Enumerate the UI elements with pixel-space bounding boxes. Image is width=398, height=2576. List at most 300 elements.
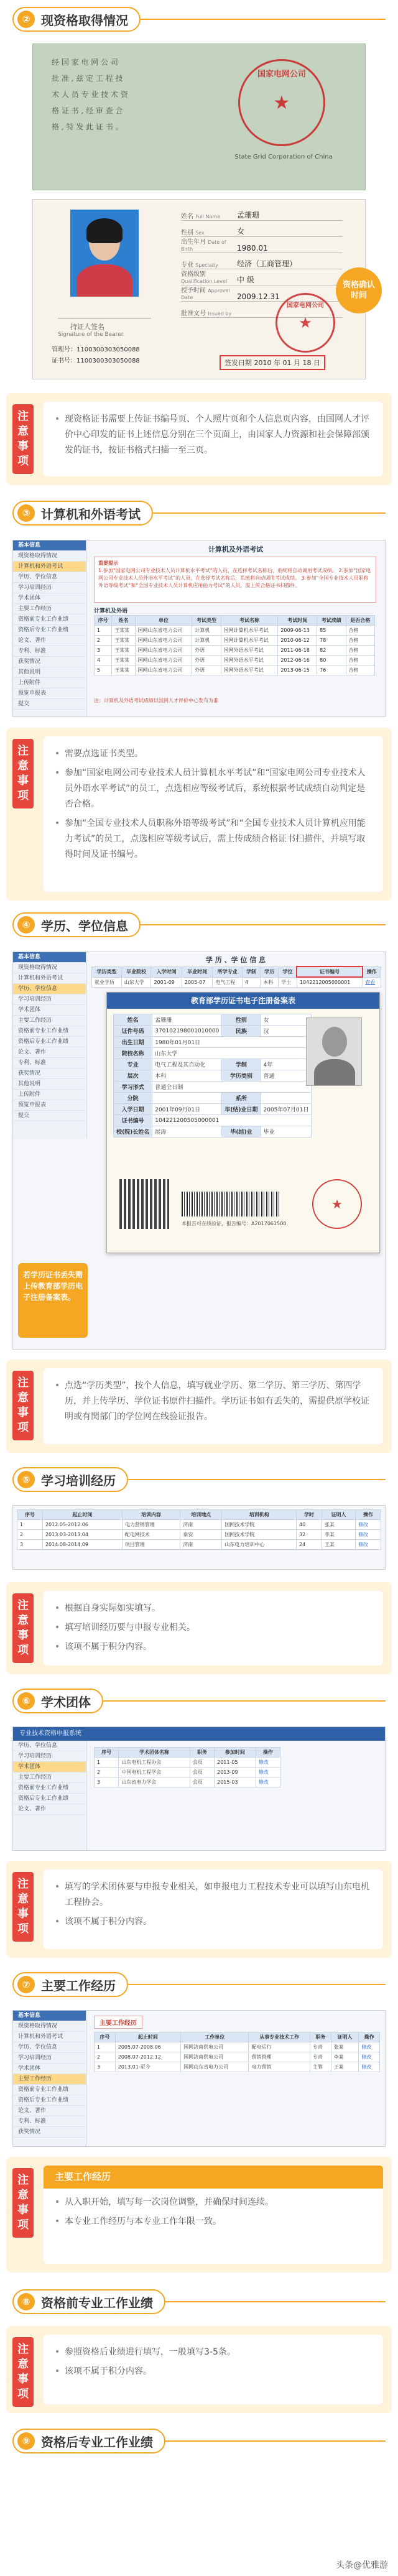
table-cell: 2005.07-2008.06: [115, 2042, 180, 2052]
work-screenshot: [12, 2010, 386, 2147]
table-row[interactable]: [95, 2062, 380, 2072]
sidebar-item[interactable]: 资格前专业工作业绩: [13, 1783, 86, 1794]
sidebar-item[interactable]: 上传附件: [13, 1090, 86, 1100]
sidebar-item[interactable]: 获奖情况: [13, 657, 86, 667]
table-cell: 76: [317, 665, 346, 675]
table-subtitle: 计算机及外语: [94, 608, 128, 614]
sidebar-item[interactable]: 主要工作经历: [13, 1016, 86, 1026]
column-header: 出生日期: [114, 1037, 152, 1048]
column-header: 证件号码: [114, 1026, 152, 1037]
sidebar-item[interactable]: 学习培训经历: [13, 2053, 86, 2064]
sidebar-item[interactable]: 现资格取得情况: [13, 963, 86, 973]
table-cell: 3: [95, 2062, 116, 2072]
field-label-en: Specialty: [195, 262, 218, 268]
notice-box: [94, 557, 376, 603]
table-cell: 2: [95, 1768, 119, 1777]
education-table: [91, 966, 381, 988]
sidebar-item[interactable]: 学历、学位信息: [13, 2042, 86, 2053]
notice-text: 1.参加“国家电网公司专业技术人员计算机水平考试”的人员，在选择考试名称后，系统将自动调用考试成绩。 2.参加“国家电网公司专业技术人员外语水平考试”的人员，在选择考试名称后，系统将自动调用考试成绩。 3.参加“全国专业技术人员职称外语等级考试”和“全国专业技术人员计算机应用能力考试”的人员，需上传合格证书扫描件。: [98, 568, 371, 588]
sidebar-item[interactable]: 提交: [13, 699, 86, 710]
table-cell: 王某某: [112, 636, 135, 646]
section-number: ⑦: [17, 1976, 35, 1993]
note-box-6: [6, 2157, 392, 2273]
sidebar-item[interactable]: 论文、著作: [13, 636, 86, 646]
table-row[interactable]: [95, 636, 375, 646]
column-header: 校(院)长姓名: [114, 1126, 152, 1137]
table-cell: 汉: [261, 1026, 312, 1037]
table-cell: 2013.03-2013.04: [42, 1530, 122, 1540]
field-label-en: Qualification Level: [181, 279, 228, 284]
edit-link[interactable]: 修改: [359, 2052, 380, 2062]
sidebar-item[interactable]: 基本信息: [13, 952, 86, 963]
note-item: • 该项不属于积分内容。: [55, 2364, 372, 2379]
table-cell: 国网济南供电公司: [181, 2052, 249, 2062]
column-header: 学历类别: [222, 1070, 261, 1082]
table-row[interactable]: [95, 665, 375, 675]
table-cell: 孟珊珊: [152, 1014, 222, 1026]
column-header: 起止时间: [115, 2032, 180, 2042]
table-cell: 2012.05-2012.06: [42, 1520, 122, 1530]
section-number: ⑧: [17, 2293, 35, 2310]
note-box-3: [6, 1360, 392, 1453]
table-cell: 合格: [346, 665, 374, 675]
section-header-6: [12, 1685, 386, 1717]
column-header: 培训内容: [122, 1510, 180, 1520]
issue-date-highlight: [220, 355, 325, 370]
table-row[interactable]: [95, 1768, 280, 1777]
column-header: 参加时间: [215, 1748, 256, 1758]
table-cell: 普通全日制: [152, 1082, 312, 1093]
table-row[interactable]: [95, 1758, 280, 1768]
table-cell: 王某某: [112, 665, 135, 675]
edit-link[interactable]: 修改: [256, 1777, 280, 1787]
sidebar-item-active[interactable]: 主要工作经历: [13, 2074, 86, 2085]
table-row[interactable]: [95, 656, 375, 665]
column-header: 学位: [279, 966, 297, 977]
table-cell: 学士: [279, 977, 297, 987]
column-header: 学历类型: [92, 966, 122, 977]
table-cell: [261, 1093, 312, 1104]
column-header: 序号: [17, 1510, 43, 1520]
sidebar-item[interactable]: 现资格取得情况: [13, 551, 86, 562]
table-row[interactable]: [95, 646, 375, 656]
column-header: 分院: [114, 1093, 152, 1104]
sidebar-nav: [13, 952, 86, 1139]
sidebar-item[interactable]: 资格后专业工作业绩: [13, 625, 86, 636]
field-label-en: Issued by: [208, 311, 232, 317]
signature-label: 持证人签名: [70, 323, 104, 331]
column-header: 序号: [95, 1748, 119, 1758]
table-cell: 王某某: [112, 626, 135, 636]
table-cell: 会员: [190, 1777, 214, 1787]
table-cell: 国网山东省电力公司: [135, 636, 192, 646]
report-table: [113, 1014, 312, 1137]
field-label: 姓名: [181, 213, 193, 220]
section-header-7: [12, 1969, 386, 2000]
issue-date-value: 2010 年 01 月 18 日: [254, 359, 320, 367]
sidebar-item[interactable]: 学习培训经历: [13, 994, 86, 1005]
table-cell: 4: [243, 977, 261, 987]
table-cell: 山东大学: [152, 1048, 312, 1059]
sidebar-item[interactable]: 基本信息: [13, 540, 86, 551]
table-cell: 4: [95, 656, 112, 665]
column-header: 考试成绩: [317, 616, 346, 626]
table-cell: 78: [317, 636, 346, 646]
table-cell: 王某某: [112, 656, 135, 665]
table-cell: 2013.01-至今: [115, 2062, 180, 2072]
sidebar-item[interactable]: 预览申报表: [13, 1100, 86, 1111]
sidebar-item[interactable]: 论文、著作: [13, 1804, 86, 1815]
table-cell: 2009-06-13: [278, 626, 317, 636]
cert-text-line: 术 人 员 专 业 技 术 资: [52, 90, 128, 99]
table-row[interactable]: [92, 977, 381, 987]
cert-text-line: 格 , 特 发 此 证 书 。: [52, 123, 123, 131]
table-cell: 王某某: [112, 646, 135, 656]
table-cell: 营销管理: [249, 2052, 310, 2062]
callout-qualification-date: 资格确认时间: [336, 267, 382, 313]
sidebar-item[interactable]: 学术团体: [13, 2064, 86, 2074]
column-header: 入学日期: [114, 1104, 152, 1115]
column-header: 职务: [190, 1748, 214, 1758]
table-cell: 2005年07月01日: [261, 1104, 312, 1115]
table-cell: 合格: [346, 636, 374, 646]
table-row[interactable]: [95, 2052, 380, 2062]
seal-english: State Grid Corporation of China: [234, 154, 333, 160]
field-value: 孟珊珊: [237, 211, 260, 220]
table-cell: 国网山东省电力公司: [135, 656, 192, 665]
column-header: 毕业时间: [182, 966, 212, 977]
sidebar-item[interactable]: 学历、学位信息: [13, 572, 86, 583]
column-header: 学习形式: [114, 1082, 152, 1093]
section-header-8: [12, 2286, 386, 2317]
column-header: 证明人: [331, 2032, 359, 2042]
sidebar-item[interactable]: 获奖情况: [13, 2127, 86, 2138]
edit-link[interactable]: 修改: [356, 1520, 381, 1530]
column-header: 层次: [114, 1070, 152, 1082]
section-header-4: [12, 909, 386, 940]
note-item: • 根据自身实际如实填写。: [55, 1601, 372, 1616]
sidebar-item[interactable]: 资格前专业工作业绩: [13, 1026, 86, 1037]
table-cell: 2015-03: [215, 1777, 256, 1787]
table-cell: 国网外语水平考试: [221, 656, 278, 665]
training-table: [17, 1509, 381, 1550]
section-number: ⑥: [17, 1692, 35, 1710]
table-footnote: 注：计算机及外语考试成绩以国网人才评价中心发布为准: [94, 698, 218, 703]
table-cell: 370102198001010000: [152, 1026, 222, 1037]
panel-title: 主要工作经历: [94, 2016, 142, 2029]
section-number: ③: [17, 504, 35, 522]
table-cell: 毕业: [261, 1126, 312, 1137]
sidebar-item[interactable]: 现资格取得情况: [13, 2021, 86, 2032]
table-cell: 4年: [261, 1059, 312, 1070]
field-value: 女: [237, 227, 245, 236]
sidebar-item-active[interactable]: 学术团体: [13, 1762, 86, 1772]
column-header: 姓名: [112, 616, 135, 626]
sidebar-item[interactable]: 学习培训经历: [13, 1751, 86, 1762]
table-cell: 2008.07-2012.12: [115, 2052, 180, 2062]
table-cell: 济南: [180, 1540, 222, 1550]
id-photo: [70, 210, 139, 297]
seal-stamp-2: [275, 293, 335, 353]
notice-label: 重要提示: [98, 560, 118, 566]
column-header: 证明人: [322, 1510, 355, 1520]
table-cell: 电气工程及其自动化: [152, 1059, 222, 1070]
field-value: 2009.12.31: [237, 292, 280, 301]
table-cell: 李某: [331, 2052, 359, 2062]
table-cell: 2012-06-16: [278, 656, 317, 665]
table-cell: 合格: [346, 646, 374, 656]
sidebar-item[interactable]: 专利、标准: [13, 2116, 86, 2127]
note-item: • 参加“国家电网公司专业技术人员计算机水平考试”和“国家电网公司专业技术人员外语水平考试”的员工，点选相应等级考试后，系统根据考试成绩自动判定是否合格。: [55, 766, 372, 812]
sidebar-item[interactable]: 论文、著作: [13, 1047, 86, 1058]
registration-report: [106, 992, 380, 1253]
table-cell: 电力营销管理: [122, 1520, 180, 1530]
table-cell: 3: [17, 1540, 43, 1550]
column-header: 操作: [256, 1748, 280, 1758]
column-header: 单位: [135, 616, 192, 626]
table-cell: 2010-06-12: [278, 636, 317, 646]
section-number: ④: [17, 916, 35, 934]
note-item: • 该项不属于积分内容。: [55, 1914, 372, 1930]
table-cell: 配电网技术: [122, 1530, 180, 1540]
sidebar-item[interactable]: 其他说明: [13, 1079, 86, 1090]
exam-screenshot: [12, 540, 386, 717]
sidebar-item[interactable]: 学术团体: [13, 593, 86, 604]
association-screenshot: [12, 1726, 386, 1851]
section-title: 学习培训经历: [41, 1473, 116, 1488]
sidebar-item[interactable]: 预览申报表: [13, 688, 86, 699]
edit-link[interactable]: 修改: [256, 1758, 280, 1768]
table-cell: 国网技术学院: [222, 1520, 297, 1530]
section-title: 主要工作经历: [41, 1978, 116, 1993]
column-header: 证书编号: [114, 1115, 152, 1126]
note-tag: 注意事项: [12, 1872, 34, 1942]
sidebar-item[interactable]: 学术团体: [13, 1005, 86, 1016]
sidebar-item[interactable]: 提交: [13, 1111, 86, 1121]
star-icon: ★: [298, 314, 312, 331]
sidebar-item[interactable]: 专利、标准: [13, 1058, 86, 1068]
table-cell: 电气工程: [213, 977, 243, 987]
sidebar-item[interactable]: 获奖情况: [13, 1068, 86, 1079]
table-cell: 2011-05: [215, 1758, 256, 1768]
section-header-3: [12, 498, 386, 529]
report-photo: [306, 1017, 362, 1086]
column-header: 操作: [356, 1510, 381, 1520]
sidebar-item[interactable]: 资格前专业工作业绩: [13, 2085, 86, 2095]
sidebar-item[interactable]: 主要工作经历: [13, 604, 86, 614]
field-label-en: Full Name: [195, 214, 221, 220]
section-number: ⑤: [17, 1471, 35, 1488]
table-row[interactable]: [95, 1777, 280, 1787]
note-item: • 填写培训经历要与申报专业相关。: [55, 1620, 372, 1636]
column-header: 入学时间: [151, 966, 182, 977]
column-header: 院校名称: [114, 1048, 152, 1059]
table-cell: 张某: [322, 1520, 355, 1530]
field-label: 专业: [181, 262, 193, 269]
table-cell: 3: [95, 646, 112, 656]
table-row[interactable]: [95, 2042, 380, 2052]
sidebar-item[interactable]: 资格后专业工作业绩: [13, 1037, 86, 1047]
sidebar-item[interactable]: 资格前专业工作业绩: [13, 614, 86, 625]
table-cell: 山东大学: [121, 977, 151, 987]
note-tag: 注意事项: [12, 1593, 34, 1663]
table-cell: 专责: [310, 2042, 331, 2052]
highlight-cert-column: 证书编号: [297, 966, 362, 977]
table-cell: 本科: [261, 977, 279, 987]
table-cell: 国网山东省电力公司: [135, 646, 192, 656]
table-cell: 国网技术学院: [222, 1530, 297, 1540]
table-cell: 2013-06-15: [278, 665, 317, 675]
table-cell: 济南: [180, 1520, 222, 1530]
table-row[interactable]: [17, 1540, 381, 1550]
column-header: 系所: [222, 1093, 261, 1104]
watermark: 头条@优雅游: [336, 2560, 388, 2570]
sidebar-item[interactable]: 资格后专业工作业绩: [13, 1794, 86, 1804]
table-cell: 李某: [322, 1530, 355, 1540]
section-title: 学术团体: [41, 1694, 91, 1710]
sidebar-item-active[interactable]: 学历、学位信息: [13, 984, 86, 994]
table-cell: 山东省电力学会: [119, 1777, 190, 1787]
note-box-7: [6, 2326, 392, 2413]
table-cell: 2: [95, 2052, 116, 2062]
note-tag: 注意事项: [12, 739, 34, 808]
table-cell: 电力营销: [249, 2062, 310, 2072]
table-cell: 会员: [190, 1768, 214, 1777]
column-header: 学制: [243, 966, 261, 977]
field-label-en: Date of Birth: [181, 239, 226, 252]
table-cell: 泰安: [180, 1530, 222, 1540]
sidebar-item[interactable]: 其他说明: [13, 667, 86, 678]
table-row[interactable]: [17, 1520, 381, 1530]
sidebar-item[interactable]: 计算机和外语考试: [13, 973, 86, 984]
column-header: 毕(结)业: [222, 1126, 261, 1137]
note-item: • 参加“全国专业技术人员职称外语等级考试”和“全国专业技术人员计算机应用能力考试”的员工，点选相应等级考试后，需上传成绩合格证书扫描件，并填写取得时间及证书编号。: [55, 816, 372, 863]
note-item: • 点选“学历类型”，按个人信息，填写就业学历、第二学历、第三学历、第四学历，并上传学历、学位证书原件扫描件。学历证书如有丢失的，需提供原学校证明或有関部门的学位网在线验证报告。: [55, 1378, 372, 1425]
table-cell: 国网外语水平考试: [221, 646, 278, 656]
cert-text-line: 经 国 家 电 网 公 司: [52, 58, 118, 67]
table-cell: 国网计算机水平考试: [221, 626, 278, 636]
edit-link[interactable]: 修改: [359, 2042, 380, 2052]
callout-lost-diploma: 若学历证书丢失需上传教育部学历电子注册备案表。: [18, 1263, 88, 1338]
edit-link[interactable]: 修改: [356, 1530, 381, 1540]
training-screenshot: [12, 1505, 386, 1570]
table-cell: 国网山东省电力公司: [135, 665, 192, 675]
table-cell: 会员: [190, 1758, 214, 1768]
sidebar-item[interactable]: 论文、著作: [13, 2106, 86, 2116]
column-header: 姓名: [114, 1014, 152, 1026]
sidebar-item[interactable]: 上传附件: [13, 678, 86, 688]
serial-value: 1100300303050088: [76, 346, 140, 353]
edit-link[interactable]: 修改: [256, 1768, 280, 1777]
section-number: ⑨: [17, 2432, 35, 2450]
report-footer: 本报告可在线验证，报告编号：A2017061500: [182, 1221, 287, 1226]
table-cell: [152, 1093, 222, 1104]
column-header: 职务: [310, 2032, 331, 2042]
app-header: 专业技术资格申报系统: [13, 1727, 385, 1741]
section-header-2: [12, 4, 386, 35]
report-seal: [312, 1179, 362, 1229]
cert-no-value: 1100300303050088: [76, 358, 140, 364]
column-header: 考试时间: [278, 616, 317, 626]
section-header-5: [12, 1464, 386, 1495]
table-row[interactable]: [95, 626, 375, 636]
edit-link[interactable]: 修改: [359, 2062, 380, 2072]
table-row[interactable]: [17, 1530, 381, 1540]
work-table: [94, 2032, 380, 2072]
column-header: 是否合格: [346, 616, 374, 626]
sidebar-item[interactable]: 学习培训经历: [13, 583, 86, 593]
note-item: • 本专业工作经历与本专业工作年限一致。: [55, 2214, 372, 2230]
table-cell: 1: [17, 1520, 43, 1530]
table-cell: 1: [95, 626, 112, 636]
issue-date-label: 签发日期: [224, 359, 252, 367]
note-box-2: [6, 728, 392, 901]
section-title: 现资格取得情况: [41, 12, 128, 28]
sidebar-item[interactable]: 学历、学位信息: [13, 1741, 86, 1751]
seal-stamp: [238, 59, 325, 146]
field-label: 批准文号: [181, 310, 206, 317]
education-screenshot: [12, 952, 386, 1350]
sidebar-nav: [13, 540, 86, 716]
sidebar-item[interactable]: 计算机和外语考试: [13, 2032, 86, 2042]
exam-table: [94, 615, 375, 675]
sidebar-item[interactable]: 基本信息: [13, 2011, 86, 2021]
note-tag: 注意事项: [12, 2168, 34, 2238]
note-item: • 参照资格后业绩进行填写，一般填写3-5条。: [55, 2345, 372, 2360]
field-label: 出生年月: [181, 239, 206, 246]
note-tag: 注意事项: [12, 2337, 34, 2407]
sidebar-item-active[interactable]: 计算机和外语考试: [13, 562, 86, 572]
column-header: 操作: [359, 2032, 380, 2042]
table-cell: 王某: [322, 1540, 355, 1550]
note-box-4: [6, 1582, 392, 1674]
sidebar-item[interactable]: 专利、标准: [13, 646, 86, 657]
qr-code: [119, 1179, 169, 1229]
table-cell: 国网济南供电公司: [181, 2042, 249, 2052]
field-value: 1980.01: [237, 244, 268, 253]
cert-text-line: 格 证 书 , 经 审 查 合: [52, 106, 123, 115]
note-tag: 注意事项: [12, 404, 34, 474]
view-link[interactable]: 查看: [363, 977, 381, 987]
edit-link[interactable]: 修改: [356, 1540, 381, 1550]
table-cell: 2011-06-18: [278, 646, 317, 656]
table-cell: 40: [296, 1520, 322, 1530]
column-header: 学术团体名称: [119, 1748, 190, 1758]
field-label: 资格级别: [181, 271, 206, 278]
column-header: 起止时间: [42, 1510, 122, 1520]
field-label: 授予时间: [181, 287, 206, 294]
table-cell: 2: [95, 636, 112, 646]
note-item: • 从入职开始，填写每一次岗位调整，并确保时间连续。: [55, 2195, 372, 2210]
table-cell: 合格: [346, 626, 374, 636]
table-cell: 82: [317, 646, 346, 656]
table-cell: 合格: [346, 656, 374, 665]
field-label-en: Sex: [195, 230, 205, 236]
sidebar-item[interactable]: 资格后专业工作业绩: [13, 2095, 86, 2106]
table-cell: 主管: [310, 2062, 331, 2072]
signature-en: Signature of the Bearer: [58, 331, 124, 338]
seal-text: 国家电网公司: [257, 70, 306, 79]
column-header: 考试名称: [221, 616, 278, 626]
seal-text: 国家电网公司: [287, 302, 324, 309]
serial-label: 管理号：: [52, 346, 76, 353]
note-item: • 需要点选证书类型。: [55, 746, 372, 762]
column-header: 培训地点: [180, 1510, 222, 1520]
column-header: 考试类型: [192, 616, 221, 626]
note-box-5: [6, 1861, 392, 1958]
sidebar-item[interactable]: 主要工作经历: [13, 1772, 86, 1783]
column-header: 学时: [296, 1510, 322, 1520]
